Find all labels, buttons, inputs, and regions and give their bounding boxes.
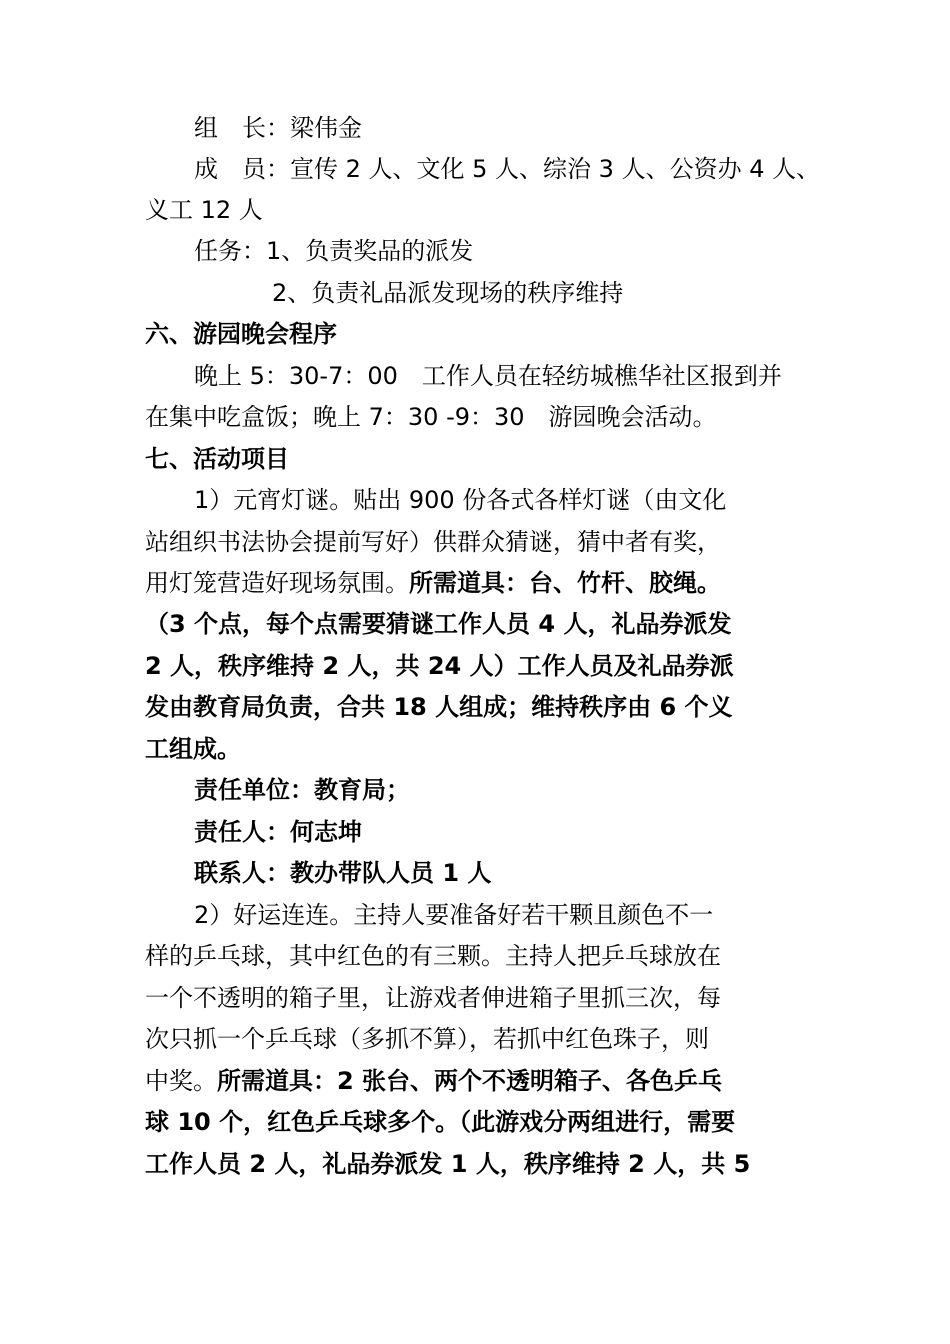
bold-run: 所需道具：台、竹杆、胶绳。 — [409, 569, 721, 597]
bold-line: 责任人：何志坤 — [194, 818, 362, 846]
text-line: 2）好运连连。主持人要准备好若干颗且颜色不一 — [194, 901, 714, 929]
bold-line: 联系人：教办带队人员 1 人 — [194, 859, 492, 887]
text-line-mixed — [145, 1066, 722, 1096]
bold-line: 工组成。 — [145, 735, 241, 763]
text-run: 中奖。 — [145, 1067, 217, 1095]
text-line: 1）元宵灯谜。贴出 900 份各式各样灯谜（由文化 — [194, 486, 727, 514]
text-line-mixed — [145, 568, 721, 598]
bold-line: 发由教育局负责，合共 18 人组成；维持秩序由 6 个义 — [145, 693, 733, 721]
text-line: 晚上 5：30-7：00 工作人员在轻纺城樵华社区报到并 — [194, 362, 782, 390]
text-line: 任务：1、负责奖品的派发 — [194, 237, 474, 265]
text-line: 成 员：宣传 2 人、文化 5 人、综治 3 人、公资办 4 人、 — [194, 155, 821, 183]
text-line: 在集中吃盒饭；晚上 7：30 -9：30 游园晚会活动。 — [145, 403, 717, 431]
text-line: 次只抓一个乒乓球（多抓不算），若抓中红色珠子，则 — [145, 1025, 709, 1053]
text-line: 一个不透明的箱子里，让游戏者伸进箱子里抓三次，每 — [145, 984, 721, 1012]
bold-run: 所需道具：2 张台、两个不透明箱子、各色乒乓 — [217, 1067, 723, 1095]
text-run: 用灯笼营造好现场氛围。 — [145, 569, 409, 597]
bold-line: 工作人员 2 人，礼品券派发 1 人，秩序维持 2 人，共 5 — [145, 1150, 751, 1178]
bold-line: 球 10 个，红色乒乓球多个。（此游戏分两组进行，需要 — [145, 1108, 736, 1136]
text-line: 样的乒乓球，其中红色的有三颗。主持人把乒乓球放在 — [145, 942, 721, 970]
bold-line: 责任单位：教育局； — [194, 776, 410, 804]
bold-line: （3 个点，每个点需要猜谜工作人员 4 人，礼品券派发 — [145, 610, 732, 638]
text-line: 2、负责礼品派发现场的秩序维持 — [272, 279, 624, 307]
section-heading: 六、游园晚会程序 — [145, 320, 337, 348]
bold-line: 2 人，秩序维持 2 人，共 24 人）工作人员及礼品券派 — [145, 652, 734, 680]
text-line: 站组织书法协会提前写好）供群众猜谜，猜中者有奖， — [145, 528, 721, 556]
text-line: 义工 12 人 — [145, 196, 263, 224]
section-heading: 七、活动项目 — [145, 445, 289, 473]
text-line: 组 长：梁伟金 — [194, 114, 362, 142]
